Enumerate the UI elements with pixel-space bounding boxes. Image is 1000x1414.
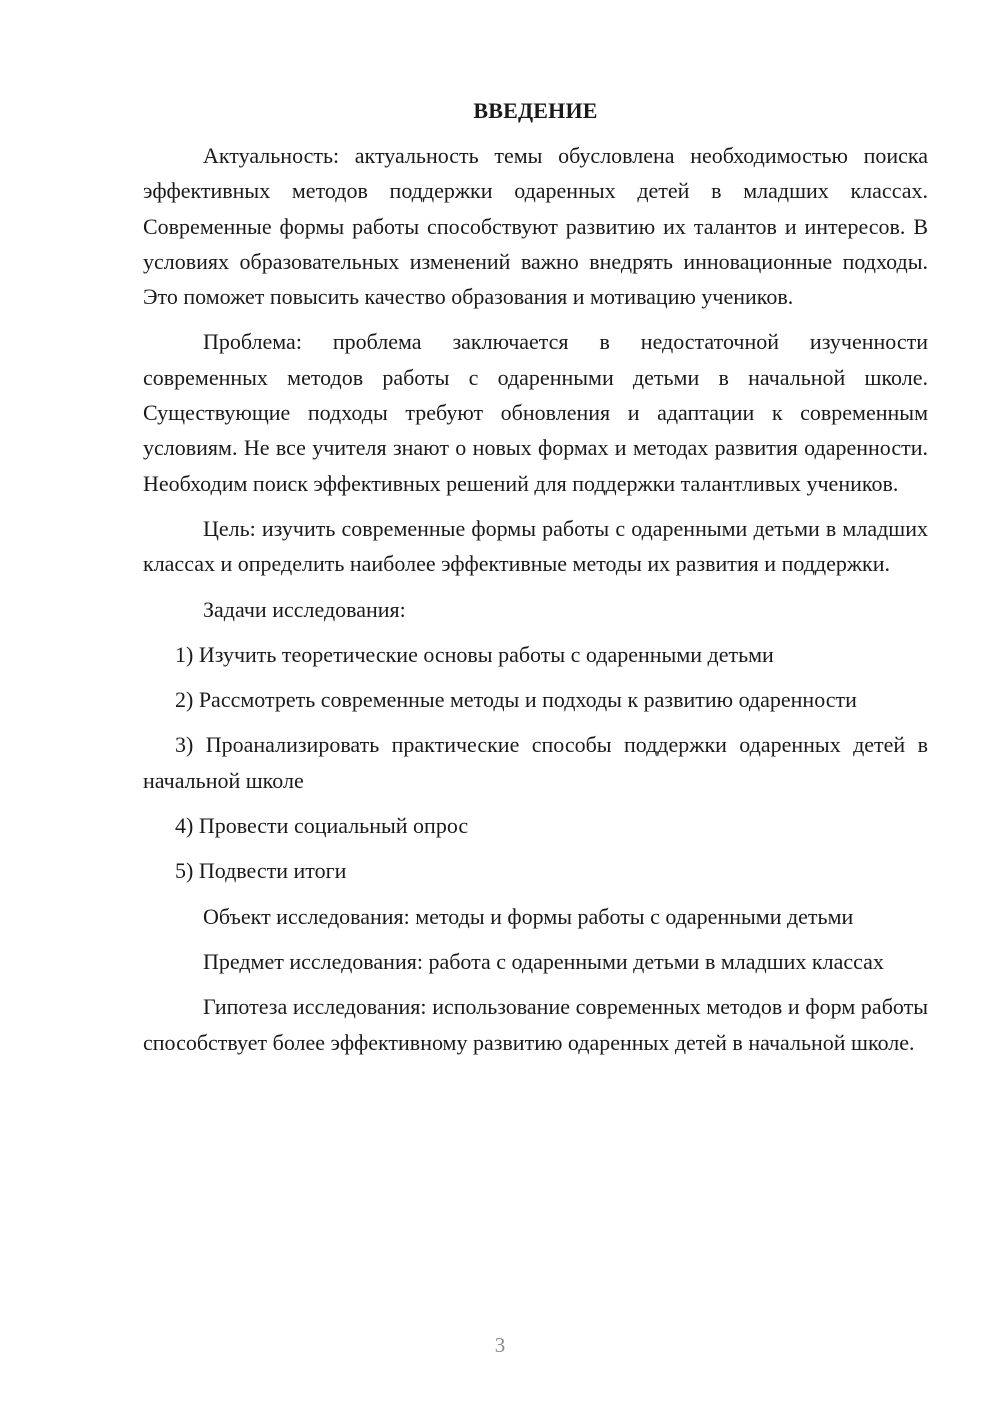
document-page <box>143 93 928 1070</box>
object-paragraph: Объект исследования: методы и формы работы с одаренными детьми <box>203 903 854 929</box>
task-item-2: 2) Рассмотреть современные методы и подходы к развитию одаренности <box>175 687 857 713</box>
relevance-paragraph: Актуальность: актуальность темы обусловлена необходимостью поиска эффективных методов поддержки одаренных детей в младших классах. Современные формы работы способствуют развитию их талантов и интересов. В условиях образовательных изменений важно внедрять инновационные подходы. Это поможет повысить качество образования и мотивацию учеников. <box>143 143 928 310</box>
tasks-heading: Задачи исследования: <box>203 596 406 622</box>
goal-paragraph: Цель: изучить современные формы работы с одаренными детьми в младших классах и определить наиболее эффективные методы их развития и поддержки. <box>143 515 928 577</box>
task-item-4: 4) Провести социальный опрос <box>175 813 469 839</box>
hypothesis-paragraph: Гипотеза исследования: использование современных методов и форм работы способствует более эффективному развитию одаренных детей в начальной школе. <box>143 994 928 1055</box>
task-item-5: 5) Подвести итоги <box>175 858 347 884</box>
section-title: ВВЕДЕНИЕ <box>473 98 598 123</box>
page-number: 3 <box>494 1333 506 1357</box>
subject-paragraph: Предмет исследования: работа с одаренными детьми в младших классах <box>203 948 884 974</box>
task-item-1: 1) Изучить теоретические основы работы с одаренными детьми <box>175 641 774 667</box>
problem-paragraph: Проблема: проблема заключается в недостаточной изученности современных методов работы с одаренными детьми в начальной школе. Существующие подходы требуют обновления и адаптации к современным условиям. Не все учителя знают о новых формах и методах развития одаренности. Необходим поиск эффективных решений для поддержки талантливых учеников. <box>143 329 928 496</box>
task-item-3: 3) Проанализировать практические способы поддержки одаренных детей в начальной школе <box>143 732 928 793</box>
